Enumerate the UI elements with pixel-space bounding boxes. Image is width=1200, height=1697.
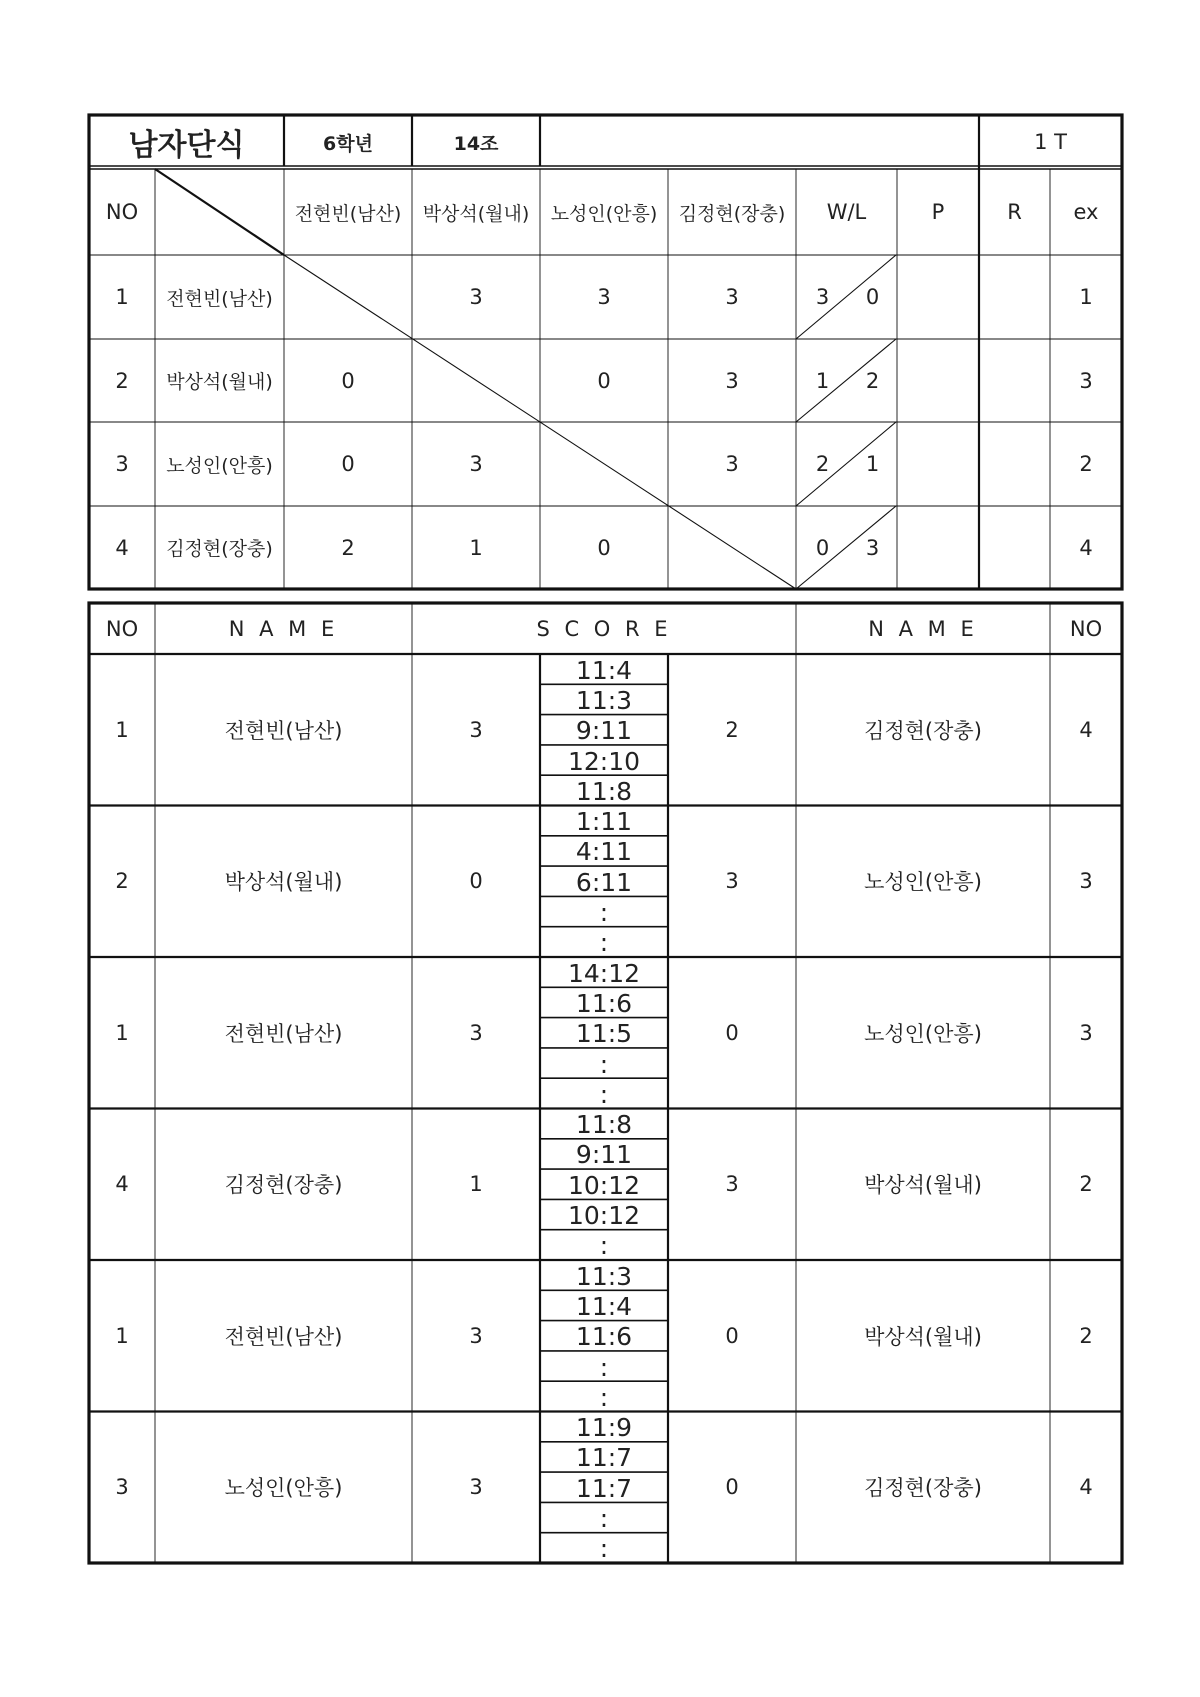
match-score-cell: 1 xyxy=(469,535,483,560)
match-score-cell: 3 xyxy=(725,368,739,393)
match-sets-right: 0 xyxy=(725,1475,739,1500)
col-ex-header: ex xyxy=(1073,200,1099,224)
match-no-left: 1 xyxy=(115,1020,129,1045)
player-col-header: 전현빈(남산) xyxy=(294,202,402,225)
losses-value: 1 xyxy=(865,452,880,476)
match-name-left: 전현빈(남산) xyxy=(224,1021,343,1046)
match-name-right: 박상석(월내) xyxy=(864,1324,982,1349)
game-score: 11:3 xyxy=(575,685,633,715)
rank-value xyxy=(979,422,1050,506)
match-name-header-left: N A M E xyxy=(228,616,339,641)
game-score: 6:11 xyxy=(575,867,633,897)
row-player-name: 전현빈(남산) xyxy=(166,287,273,310)
game-score: 11:8 xyxy=(575,1110,633,1140)
match-no-right: 4 xyxy=(1079,1475,1093,1500)
row-player-name: 노성인(안흥) xyxy=(166,454,273,477)
game-score: 11:6 xyxy=(575,988,633,1018)
corner-diagonal xyxy=(155,169,284,255)
col-p-header: P xyxy=(931,200,945,224)
game-score: 11:6 xyxy=(575,1322,633,1352)
match-sets-left: 3 xyxy=(469,717,483,742)
game-score: 11:3 xyxy=(575,1261,633,1291)
match-sets-left: 0 xyxy=(469,869,483,894)
rank-value xyxy=(979,506,1050,589)
row-no: 2 xyxy=(115,368,129,393)
col-wl-header: W/L xyxy=(826,200,867,224)
game-score: : xyxy=(599,1534,609,1564)
match-sets-left: 3 xyxy=(469,1020,483,1045)
match-name-right: 노성인(안흥) xyxy=(864,870,982,895)
points-value xyxy=(897,255,979,339)
match-score-cell: 0 xyxy=(597,368,611,393)
match-score-cell: 3 xyxy=(469,452,483,476)
losses-value: 3 xyxy=(865,535,880,560)
rank-value xyxy=(979,255,1050,339)
match-sets-left: 3 xyxy=(469,1475,483,1500)
player-col-header: 김정현(장충) xyxy=(678,202,786,225)
game-score: 9:11 xyxy=(575,716,633,746)
match-score-cell: 3 xyxy=(597,285,611,309)
match-no-header-left: NO xyxy=(105,616,139,641)
match-no-right: 3 xyxy=(1079,869,1093,894)
ex-value: 4 xyxy=(1079,535,1093,560)
match-name-right: 노성인(안흥) xyxy=(864,1021,982,1046)
game-score: 10:12 xyxy=(567,1201,641,1231)
match-score-cell: 2 xyxy=(341,535,355,560)
table-number: 1 T xyxy=(1034,130,1067,154)
game-score: : xyxy=(599,1231,609,1261)
match-no-right: 2 xyxy=(1079,1323,1093,1348)
match-name-left: 박상석(월내) xyxy=(224,870,343,895)
ex-value: 3 xyxy=(1079,368,1093,393)
match-score-cell xyxy=(540,422,668,506)
wins-value: 2 xyxy=(815,452,830,476)
game-score: 11:9 xyxy=(575,1413,633,1443)
game-score: 1:11 xyxy=(575,807,633,837)
match-name-header-right: N A M E xyxy=(868,616,978,641)
match-name-left: 전현빈(남산) xyxy=(224,1324,343,1349)
match-sets-left: 1 xyxy=(469,1172,483,1197)
col-no-header: NO xyxy=(105,200,139,224)
match-no-right: 3 xyxy=(1079,1020,1093,1045)
rank-value xyxy=(979,339,1050,422)
game-score: 11:4 xyxy=(575,655,633,685)
match-score-cell xyxy=(668,506,796,589)
player-col-header: 박상석(월내) xyxy=(422,202,530,225)
match-no-right: 2 xyxy=(1079,1172,1093,1197)
ex-value: 1 xyxy=(1079,285,1093,309)
game-score: 11:8 xyxy=(575,776,633,806)
match-score-cell xyxy=(412,339,540,422)
game-score: 11:5 xyxy=(575,1019,633,1049)
match-score-cell xyxy=(284,255,412,339)
match-no-left: 2 xyxy=(115,869,129,894)
group-label: 14조 xyxy=(453,132,499,155)
event-title: 남자단식 xyxy=(128,128,245,163)
game-score: 4:11 xyxy=(575,837,633,867)
wins-value: 0 xyxy=(815,535,830,560)
match-name-left: 전현빈(남산) xyxy=(224,718,343,743)
match-score-cell: 3 xyxy=(725,452,739,476)
match-sets-right: 0 xyxy=(725,1323,739,1348)
match-score-cell: 0 xyxy=(341,452,355,476)
game-score: 10:12 xyxy=(567,1170,641,1200)
points-value xyxy=(897,339,979,422)
match-name-left: 노성인(안흥) xyxy=(224,1476,343,1501)
match-score-cell: 0 xyxy=(341,368,355,393)
losses-value: 0 xyxy=(865,285,880,309)
game-score: : xyxy=(599,1079,609,1109)
game-score: 11:4 xyxy=(575,1291,633,1321)
match-no-left: 3 xyxy=(115,1475,129,1500)
grade-label: 6학년 xyxy=(323,132,373,155)
game-score: : xyxy=(599,1382,609,1412)
header-blank xyxy=(540,115,979,169)
match-name-left: 김정현(장충) xyxy=(224,1173,343,1198)
game-score: 11:7 xyxy=(575,1443,633,1473)
game-score: : xyxy=(599,1049,609,1079)
row-player-name: 박상석(월내) xyxy=(166,371,273,393)
match-no-right: 4 xyxy=(1079,717,1093,742)
game-score: : xyxy=(599,1352,609,1382)
game-score: : xyxy=(599,898,609,928)
game-score: 9:11 xyxy=(575,1140,633,1170)
row-player-name: 김정현(장충) xyxy=(166,538,273,560)
match-sets-right: 3 xyxy=(725,869,739,894)
wins-value: 1 xyxy=(815,368,830,393)
points-value xyxy=(897,422,979,506)
match-no-left: 4 xyxy=(115,1172,129,1197)
match-score-header: S C O R E xyxy=(536,616,672,641)
match-no-left: 1 xyxy=(115,717,129,742)
game-score: 14:12 xyxy=(567,958,641,988)
losses-value: 2 xyxy=(865,368,880,393)
points-value xyxy=(897,506,979,589)
ex-value: 2 xyxy=(1079,452,1093,476)
match-name-right: 박상석(월내) xyxy=(864,1173,982,1198)
match-sets-left: 3 xyxy=(469,1323,483,1348)
match-name-right: 김정현(장충) xyxy=(864,1476,982,1501)
match-sets-right: 3 xyxy=(725,1172,739,1197)
match-score-cell: 3 xyxy=(725,285,739,309)
game-score: 11:7 xyxy=(575,1473,633,1503)
match-no-header-right: NO xyxy=(1069,616,1103,641)
match-name-right: 김정현(장충) xyxy=(864,718,982,743)
player-col-header: 노성인(안흥) xyxy=(550,202,658,225)
game-score: 12:10 xyxy=(567,746,641,776)
match-no-left: 1 xyxy=(115,1323,129,1348)
match-score-cell: 0 xyxy=(597,535,611,560)
game-score: : xyxy=(599,1504,609,1534)
match-sets-right: 0 xyxy=(725,1020,739,1045)
row-no: 3 xyxy=(115,452,129,476)
match-sets-right: 2 xyxy=(725,717,739,742)
row-no: 4 xyxy=(115,535,129,560)
wins-value: 3 xyxy=(815,285,830,309)
col-r-header: R xyxy=(1007,200,1022,224)
match-score-cell: 3 xyxy=(469,285,483,309)
row-no: 1 xyxy=(115,285,129,309)
game-score: : xyxy=(599,928,609,958)
